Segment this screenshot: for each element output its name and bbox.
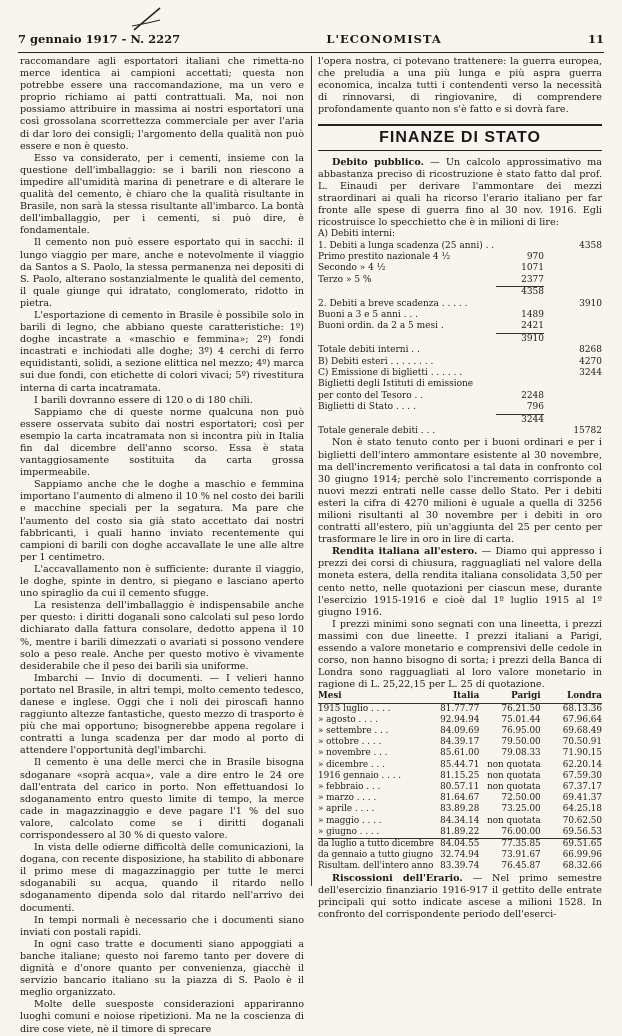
row-label: Secondo » 4 ½ xyxy=(318,263,386,274)
paragraph: Il cemento non può essere esportato qui in sacchi: il lungo viaggio per mare, anche e notevolmente il viaggio da Santos a S. Paolo, la stessa permanenza nei depositi di S. Paolo, alterano sostanzialmente le qualità del cemento, il quale giunge qui idratato, conglomerato, ridotto in pietra. xyxy=(20,237,304,309)
table-cell: 81.77.77 xyxy=(440,703,480,714)
debt-table xyxy=(318,229,602,437)
table-cell: 81.64.67 xyxy=(440,793,480,804)
row-total: 8268 xyxy=(579,345,602,356)
row-subvalue xyxy=(496,379,544,390)
row-total: 4270 xyxy=(579,356,602,367)
paragraph: Molte delle suesposte considerazioni appariranno luoghi comuni e noiose ripetizioni. Ma ne la coscienza di dire cose viete, nè il timore di sprecare xyxy=(20,999,304,1035)
row-total xyxy=(544,333,602,345)
table-row xyxy=(318,414,602,426)
paragraph: I prezzi minimi sono segnati con una lineetta, i prezzi massimi con due lineette. I prezzi italiani a Parigi, essendo a valore monetario e comprensivi delle cedole in corso, non hanno bisogno di sorta; i prezzi della Banca di Londra sono ragguagliati al loro valore monetario in ragione di L. 25,22,15 per L. 25 di quotazione. xyxy=(318,618,602,691)
table-cell: non quotata xyxy=(487,770,541,781)
row-total: 3244 xyxy=(579,368,602,378)
table-row xyxy=(318,827,602,839)
table-cell: 70.62.50 xyxy=(562,815,602,826)
table-row xyxy=(318,241,602,252)
table-cell: Londra xyxy=(567,691,602,702)
table-cell: 66.99.96 xyxy=(562,850,602,861)
row-label: 2. Debiti a breve scadenza . . . . . xyxy=(318,298,468,309)
row-subvalue xyxy=(496,241,544,252)
table-row xyxy=(318,704,602,715)
table-cell: 79.08.33 xyxy=(501,748,541,759)
paragraph: In vista delle odierne difficoltà delle comunicazioni, la dogana, con recente disposizione, ha stabilito di abbonare il primo mese di magazzinaggio per tutte le merci sdoganabili su acqua, quando il ritardo nello sdoganamento dipenda solo dal ritardo nell'arrivo dei documenti. xyxy=(20,842,304,914)
table-cell: non quotata xyxy=(487,815,541,826)
row-label: 1915 luglio . . . . xyxy=(318,703,391,714)
table-row xyxy=(318,286,602,298)
row-label: » ottobre . . . . xyxy=(318,737,382,748)
table-cell: 79.50.00 xyxy=(501,737,541,748)
row-total xyxy=(544,379,602,390)
row-label: Totale generale debiti . . . xyxy=(318,426,436,437)
row-label: » maggio . . . . xyxy=(318,815,382,826)
table-cell: 80.57.11 xyxy=(440,782,480,793)
table-cell: 70.50.91 xyxy=(562,737,602,748)
table-cell: 84.09.69 xyxy=(440,726,480,737)
table-row xyxy=(318,263,602,274)
paragraph: Sappiamo anche che le doghe a maschio e femmina importano l'aumento di almeno il 10 % nel costo dei barili e macchine speciali per la segatura. Ma pare che l'aumento del costo sia già stato accettato dai nostri fabbricanti, i quali hanno inviato recentemente qui campioni di barili con doghe accavallate le une alle altre per 1 centimetro. xyxy=(20,479,304,563)
table-row xyxy=(318,310,602,321)
table-cell: 69.51.65 xyxy=(562,839,602,850)
row-total xyxy=(544,310,602,321)
row-label: » dicembre . . . xyxy=(318,759,385,770)
table-row xyxy=(318,252,602,263)
table-cell: 62.20.14 xyxy=(562,759,602,770)
paragraph: Non è stato tenuto conto per i buoni ordinari e per i biglietti dell'intero ammontare esistente al 30 novembre, ma dell'incremento verificatosi a tal data in confronto col 30 giugno 1914; perchè solo l'incremento corrisponde a nuovi mezzi entrati nelle casse dello Stato. Per i debiti esteri la cifra di 4270 milioni è uguale a quella di 3256 milioni risultanti al 30 novembre per i debiti in oro contratti all'estero, più un'aggiunta del 25 per cento per trasformare le lire in oro in lire di carta. xyxy=(318,437,602,546)
row-total xyxy=(544,275,602,286)
row-subvalue xyxy=(496,368,544,379)
table-row xyxy=(318,816,602,827)
row-subvalue xyxy=(496,426,544,437)
row-label: Mesi xyxy=(318,691,342,702)
left-column xyxy=(20,56,304,1036)
page-number: 11 xyxy=(587,32,604,46)
paragraph: I barili dovranno essere di 120 o di 180 chili. xyxy=(34,394,253,406)
row-label: A) Debiti interni: xyxy=(318,229,396,240)
table-row xyxy=(318,426,602,437)
table-cell: 75.01.44 xyxy=(501,714,541,725)
row-subvalue xyxy=(496,229,544,240)
section-title: FINANZE DI STATO xyxy=(318,124,602,150)
paragraph: Sappiamo che di queste norme qualcuna non può essere osservata subito dai nostri esportatori; così per esempio la carta incatramata non si incontra più in Italia fin dal dicembre dell'anno scorso. Essa è stata vantaggiosamente sostituita da carta grossa impermeabile. xyxy=(20,406,304,479)
table-cell: 85.44.71 xyxy=(440,759,480,770)
run-in-heading: Riscossioni dell'Erario. xyxy=(332,872,463,884)
paragraph: Il cemento è una delle merci che in Brasile bisogna sdoganare «soprà acqua», vale a dire entro le 24 ore dall'entrata del carico in porto. Non effettuandosi lo sdoganamento entro questo limite di tempo, la merce cade in magazzinaggio e deve pagare l'1 % del suo valore, calcolato come se i diritti doganali corrispondessero al 30 % di questo valore. xyxy=(20,757,304,841)
table-row xyxy=(318,850,602,861)
table-row xyxy=(318,793,602,804)
row-total xyxy=(544,229,602,240)
row-label: Buoni ordin. da 2 a 5 mesi . xyxy=(318,321,444,332)
row-label: » novembre . . . xyxy=(318,748,388,759)
row-total xyxy=(544,391,602,402)
table-row xyxy=(318,368,602,379)
table-cell: non quotata xyxy=(487,782,541,793)
table-cell: 73.91.67 xyxy=(501,850,541,861)
row-total: 15782 xyxy=(573,426,602,437)
row-label: Primo prestito nazionale 4 ½ xyxy=(318,251,451,262)
table-cell: non quotata xyxy=(487,759,541,770)
row-label: da gennaio a tutto giugno xyxy=(318,850,434,861)
table-cell: 84.34.14 xyxy=(440,815,480,826)
table-row xyxy=(318,275,602,286)
table-row xyxy=(318,333,602,345)
row-subvalue: 2421 xyxy=(521,321,544,332)
row-label: » settembre . . . xyxy=(318,726,389,737)
row-label: per conto del Tesoro . . xyxy=(318,390,424,401)
row-subvalue: 3910 xyxy=(496,333,544,345)
table-row xyxy=(318,402,602,413)
table-cell: 76.95.00 xyxy=(501,726,541,737)
paragraph: Esso va considerato, per i cementi, insieme con la questione dell'imballaggio: se i barili non riescono a impedire all'umidità marina di penetrare e di alterare le qualità del cemento, è chiaro che la qualità risultante in Brasile, non sarà la stessa risultante all'imbarco. La bontà dell'imballaggio, per i cementi, si può dire, è fondamentale. xyxy=(20,152,304,237)
table-row xyxy=(318,760,602,771)
table-cell: 72.50.00 xyxy=(501,793,541,804)
right-column xyxy=(318,56,602,921)
row-label: » febbraio . . . xyxy=(318,782,381,793)
row-subvalue: 796 xyxy=(526,402,544,413)
row-label: » agosto . . . . xyxy=(318,714,379,725)
row-label: Biglietti di Stato . . . . xyxy=(318,402,416,413)
paragraph: l'opera nostra, ci potevano trattenere: la guerra europea, che preludia a una più lunga e più aspra guerra economica, incalza tutti i contendenti verso la necessità di rinnovarsi, di ringiovanire, di comprendere profondamente quanto non s'è fatto e si dovrà fare. xyxy=(318,56,602,116)
table-cell: 67.59.30 xyxy=(562,770,602,781)
table-cell: 84.39.17 xyxy=(440,737,480,748)
table-cell: 81.15.25 xyxy=(440,770,480,781)
row-subvalue xyxy=(496,345,544,356)
table-cell: 83.39.74 xyxy=(440,861,480,872)
table-row xyxy=(318,345,602,356)
paragraph: La resistenza dell'imballaggio è indispensabile anche per questo: i diritti doganali sono calcolati sul peso lordo dichiarato dalla fattura consolare, dedotto appena il 10 %, mentre i barili dimezzati o avariati si possono vendere solo a peso reale. Anche per questo motivo è vivamente desiderabile che il peso dei barili sia uniforme. xyxy=(20,600,304,672)
paragraph: Debito pubblico. — Un calcolo approssimativo ma abbastanza preciso di ricostruzione è stato fatto dal prof. L. Einaudi per derivare l'ammontare dei mezzi straordinari ai quali ha ricorso l'erario italiano per far fronte alle spese di guerra fino al 30 nov. 1916. Egli ricostruisce lo specchietto che è in milioni di lire: xyxy=(318,156,602,229)
paragraph: In ogni caso tratte e documenti siano appoggiati a banche italiane; questo noi faremo tanto per dovere di dignità e d'onore quanto per convenienza, giacchè il servizio bancario italiano su la piazza di S. Paolo è il meglio organizzato. xyxy=(20,938,304,999)
row-subvalue: 2377 xyxy=(521,274,544,285)
row-total xyxy=(544,286,602,298)
table-cell: 83.89.28 xyxy=(440,804,480,815)
row-label: » giugno . . . . xyxy=(318,826,380,837)
row-label: Terzo » 5 % xyxy=(318,274,372,285)
table-cell: Italia xyxy=(453,691,480,702)
run-in-heading: Debito pubblico. xyxy=(332,156,424,168)
row-label: Risultam. dell'intero anno xyxy=(318,861,434,872)
table-cell: 76.21.50 xyxy=(501,703,541,714)
row-subvalue: 1489 xyxy=(521,309,544,320)
row-total xyxy=(544,321,602,332)
table-cell: 64.25.18 xyxy=(562,804,602,815)
table-row xyxy=(318,357,602,368)
table-row xyxy=(318,782,602,793)
table-row xyxy=(318,804,602,815)
row-subvalue: 2248 xyxy=(521,390,544,401)
table-row xyxy=(318,691,602,703)
table-row xyxy=(318,771,602,782)
row-total xyxy=(544,414,602,426)
table-cell: 69.41.37 xyxy=(562,793,602,804)
paragraph: Rendita italiana all'estero. — Diamo qui appresso i prezzi dei corsi di chiusura, ragguagliati nel valore della moneta estera, della rendita italiana consolidata 3,50 per cento netto, nelle quotazioni per ciascun mese, durante l'esercizio 1915-1916 e cioè dal 1º luglio 1915 al 1º giugno 1916. xyxy=(318,546,602,618)
table-cell: 92.94.94 xyxy=(440,714,480,725)
row-total xyxy=(544,263,602,274)
table-cell: 85.61.00 xyxy=(440,748,480,759)
paragraph: Riscossioni dell'Erario. — Nel primo semestre dell'esercizio finanziario 1916-917 il gettito delle entrate principali qui sotto indicate ascese a milioni 1528. In confronto del corrispondente periodo dell'eserci- xyxy=(318,872,602,920)
paragraph: In tempi normali è necessario che i documenti siano inviati con postali rapidi. xyxy=(20,914,304,938)
table-row xyxy=(318,839,602,850)
paragraph: Imbarchi — Invio di documenti. — I velieri hanno portato nel Brasile, in altri tempi, molto cemento tedesco, danese e inglese. Oggi che i noli dei piroscafi hanno raggiunto altezze fantastiche, questo mezzo di trasporto è più che mai opportuno; bisognerebbe appena regolare i contratti a lunga scadenza per dar modo al porto di attendere l'opportunità degl'imbarchi. xyxy=(20,672,304,757)
table-cell: 76.00.00 xyxy=(501,826,541,837)
column-divider xyxy=(311,56,312,886)
row-label: Buoni a 3 e 5 anni . . . xyxy=(318,309,418,320)
table-cell: 73.25.00 xyxy=(501,804,541,815)
table-cell: 67.37.17 xyxy=(562,782,602,793)
row-total xyxy=(544,402,602,413)
row-label: » marzo . . . . xyxy=(318,793,377,804)
table-cell: 84.04.55 xyxy=(440,839,480,850)
table-row xyxy=(318,321,602,332)
row-total: 4358 xyxy=(579,240,602,251)
table-cell: 68.32.66 xyxy=(562,861,602,872)
table-row xyxy=(318,391,602,402)
paragraph: raccomandare agli esportatori italiani che rimetta-no merce identica ai campioni accettati; questa non potrebbe essere una raccomandazione, ma un vero e proprio richiamo ai patti contrattuali. Ma, noi non possiamo attribuire in massima ai nostri esportatori una così grossolana scorrettezza commerciale per aver l'aria di dar loro dei consigli; l'argomento della qualità non può essere e non è questo. xyxy=(20,56,304,152)
row-label: 1916 gennaio . . . . xyxy=(318,770,402,781)
rendita-table xyxy=(318,691,602,872)
paragraph: L'esportazione di cemento in Brasile è possibile solo in barili di legno, che abbiano queste caratteristiche: 1º) doghe incastrate a «maschio e femmina»; 2º) fondi incastrati e inchiodati alle doghe; 3º) 4 cerchi di ferro equidistanti, solidi, a sezione elittica nel mezzo; 4º) marca sui due fondi, con etichette di colori vivaci; 5º) rivestitura interna di carta incatramata. xyxy=(20,309,304,394)
table-cell: 67.96.64 xyxy=(562,714,602,725)
row-label: da luglio a tutto dicembre xyxy=(318,839,434,850)
table-cell: 76.45.87 xyxy=(501,861,541,872)
row-subvalue xyxy=(496,299,544,310)
table-cell: 69.56.53 xyxy=(562,826,602,837)
issue-date: 7 gennaio 1917 - N. 2227 xyxy=(18,32,181,46)
row-label: Totale debiti interni . . xyxy=(318,345,420,356)
row-total: 3910 xyxy=(579,298,602,309)
row-label: » aprile . . . . xyxy=(318,804,375,815)
table-row xyxy=(318,748,602,759)
page-header xyxy=(18,28,604,50)
table-row xyxy=(318,861,602,872)
table-row xyxy=(318,737,602,748)
header-rule xyxy=(18,52,604,53)
row-subvalue: 1071 xyxy=(521,263,544,274)
row-label: C) Emissione di biglietti . . . . . . xyxy=(318,368,463,378)
row-subvalue: 3244 xyxy=(496,414,544,426)
row-subvalue: 970 xyxy=(526,251,544,262)
table-row xyxy=(318,715,602,726)
row-total xyxy=(544,252,602,263)
table-row xyxy=(318,299,602,310)
table-cell: 32.74.94 xyxy=(440,850,480,861)
table-row xyxy=(318,726,602,737)
table-cell: 68.13.36 xyxy=(562,703,602,714)
table-row xyxy=(318,229,602,240)
row-subvalue xyxy=(496,357,544,368)
row-label: B) Debiti esteri . . . . . . . . xyxy=(318,356,434,367)
row-label: 1. Debiti a lunga scadenza (25 anni) . . xyxy=(318,240,495,251)
table-cell: 81.89.22 xyxy=(440,826,480,837)
row-label xyxy=(318,286,496,298)
row-label xyxy=(318,333,496,345)
table-cell: 77.35.85 xyxy=(501,839,541,850)
row-label: Biglietti degli Istituti di emissione xyxy=(318,379,474,390)
table-cell: Parigi xyxy=(511,691,541,702)
table-cell: 69.68.49 xyxy=(562,726,602,737)
row-subvalue: 4358 xyxy=(496,286,544,298)
table-cell: 71.90.15 xyxy=(562,748,602,759)
table-row xyxy=(318,379,602,390)
journal-title: L'ECONOMISTA xyxy=(326,32,442,46)
row-label xyxy=(318,414,496,426)
paragraph: L'accavallamento non è sufficiente: durante il viaggio, le doghe, spinte in dentro, si piegano e lasciano aperto uno spiraglio da cui il cemento sfugge. xyxy=(20,563,304,600)
run-in-heading: Rendita italiana all'estero. xyxy=(332,546,478,558)
